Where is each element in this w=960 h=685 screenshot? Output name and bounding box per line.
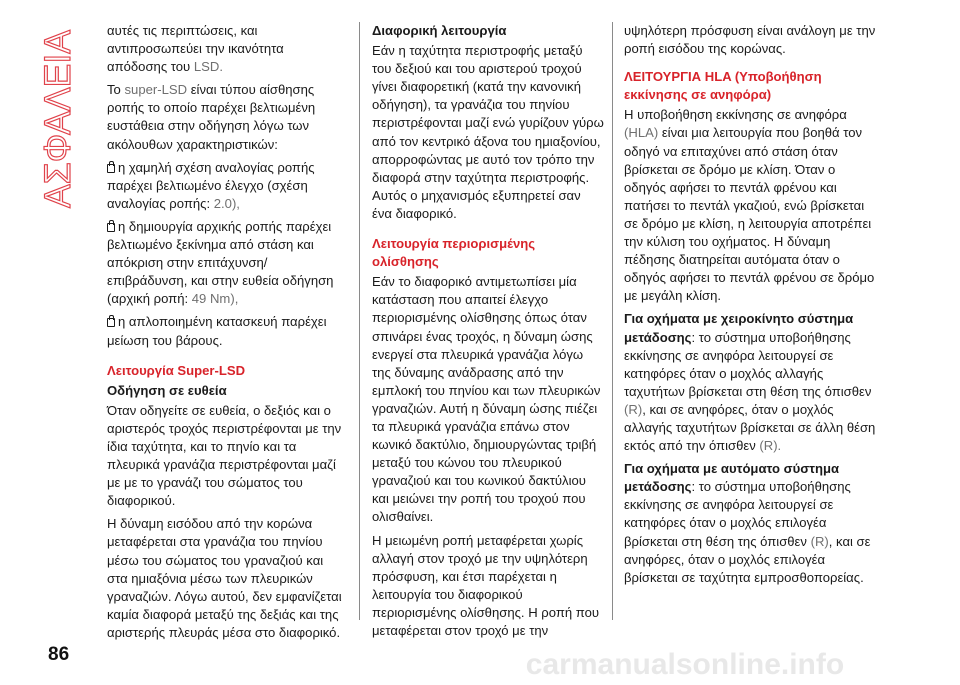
subsection-heading: Διαφορική λειτουργία <box>372 23 507 38</box>
section-heading: ΛΕΙΤΟΥΡΓΙΑ HLA (Υποβοήθηση εκκίνησης σε ανηφόρα) <box>624 69 822 103</box>
text-column-3 <box>624 22 876 592</box>
section-heading: Λειτουργία περιορισμένης ολίσθησης <box>372 236 536 270</box>
section-side-label <box>36 22 78 208</box>
column-divider-2 <box>612 22 613 620</box>
paragraph: Για οχήματα με χειροκίνητο σύστημα μετάδοσης: το σύστημα υποβοήθησης εκκίνησης σε ανηφόρα λειτουργεί σε κατηφόρες όταν ο μοχλός αλλαγής ταχυτήτων βρίσκεται στη θέση της όπισθεν (R), και σε ανηφόρες, όταν ο μοχλός αλλαγής ταχυτήτων βρίσκεται σε άλλη θέση εκτός από την όπισθεν (R). <box>624 311 876 454</box>
paragraph: Η μειωμένη ροπή μεταφέρεται χωρίς αλλαγή στον τροχό με την υψηλότερη πρόσφυση, και έτσι παρέχεται η λειτουργία του διαφορικού περιορισμένης ολίσθησης. Η ροπή που μεταφέρεται στον τροχό με την <box>372 532 600 638</box>
bullet-item: η απλοποιημένη κατασκευή παρέχει μείωση του βάρους. <box>107 314 327 348</box>
bullet-icon <box>107 223 115 232</box>
text-column-2 <box>372 22 604 645</box>
bullet-item: η χαμηλή σχέση αναλογίας ροπής παρέχει βελτιωμένο έλεγχο (σχέση αναλογίας ροπής: 2.0), <box>107 159 315 211</box>
watermark <box>0 650 960 685</box>
paragraph: υψηλότερη πρόσφυση είναι ανάλογη με την ροπή εισόδου της κορώνας. <box>624 23 876 57</box>
subsection-heading: Οδήγηση σε ευθεία <box>107 382 227 398</box>
paragraph: Η υποβοήθηση εκκίνησης σε ανηφόρα (HLA) είναι μια λειτουργία που βοηθά τον οδηγό να επιταχύνει από στάση όταν βρίσκεται σε δρόμο με κλίση. Όταν ο οδηγός αφήσει το πεντάλ φρένου και πατήσει το πεντάλ γκαζιού, ενώ βρίσκεται σε δρόμο με κλίση, η λειτουργία αποτρέπει την κύλιση του οχήματος. Η δύναμη πέδησης διατηρείται αυτόματα όταν ο οδηγός αφήσει το πεντάλ φρένου σε δρόμο με μεγάλη κλίση. <box>624 107 875 304</box>
page-number: 86 <box>48 644 70 665</box>
inline-heading: Για οχήματα με χειροκίνητο σύστημα μετάδοσης <box>624 311 854 345</box>
paragraph: Το super-LSD είναι τύπου αίσθησης ροπής το οποίο παρέχει βελτιωμένη ευστάθεια στην οδήγηση λόγω των ακόλουθων χαρακτηριστικών: <box>107 82 316 152</box>
bullet-icon <box>107 318 115 327</box>
section-heading: Λειτουργία Super-LSD <box>107 362 246 378</box>
paragraph: Εάν η ταχύτητα περιστροφής μεταξύ του δεξιού και του αριστερού τροχού γίνει διαφορετική (κατά την κανονική οδήγηση), τα γρανάζια του πηνίου περιστρέφονται μαζί ενώ γυρίζουν γύρω από τον κεντρικό άξονα του ημιαξονίου, απορροφώντας με αυτό τον τρόπο την διαφορά στην ταχύτητα περιστροφής. Αυτός ο μηχανισμός εξυπηρετεί σαν ένα διαφορικό. <box>372 43 604 221</box>
paragraph: Η δύναμη εισόδου από την κορώνα μεταφέρεται στα γρανάζια του πηνίου μέσω του σώματος του γραναζιού και στα ημιαξόνια μέσω των πλευρικών γραναζιών. Λόγω αυτού, δεν εμφανίζεται καμία διαφορά μεταξύ της δεξιάς και της αριστερής πλευράς μέσα στο διαφορικό. <box>107 516 342 640</box>
column-divider-1 <box>359 22 360 620</box>
paragraph: αυτές τις περιπτώσεις, και αντιπροσωπεύει την ικανότητα απόδοσης του LSD. <box>107 23 284 75</box>
watermark-text: carmanualsonline.info <box>525 650 845 680</box>
paragraph: Εάν το διαφορικό αντιμετωπίσει μία κατάσταση που απαιτεί έλεγχο περιορισμένης ολίσθησης όπως όταν σπινάρει ένας τροχός, η δύναμη ώσης ενεργεί στα πλευρικά γρανάζια λόγω της δύναμης ανάδρασης από την εμπλοκή του πηνίου και των πλευρικών γραναζιών. Αυτή η δύναμη ώσης πιέζει τα πλευρικά γρανάζια επάνω στον κωνικό δακτύλιο, δημιουργώντας τριβή μεταξύ του κώνου του πλευρικού γραναζιού και του κωνικού δακτύλιου και μειώνει την ροπή του τροχού που ολισθαίνει. <box>372 274 601 525</box>
bullet-icon <box>107 164 115 173</box>
text-column-1 <box>107 22 344 647</box>
inline-heading: Για οχήματα με αυτόματο σύστημα μετάδοσης <box>624 461 840 495</box>
paragraph: Για οχήματα με αυτόματο σύστημα μετάδοσης: το σύστημα υποβοήθησης εκκίνησης σε ανηφόρα λειτουργεί σε κατηφόρες όταν ο μοχλός επιλογέα βρίσκεται στη θέση της όπισθεν (R), και σε ανηφόρες, όταν ο μοχλός επιλογέα βρίσκεται σε ταχύτητα εμπροσθοπορείας. <box>624 461 871 585</box>
paragraph: Όταν οδηγείτε σε ευθεία, ο δεξιός και ο αριστερός τροχός περιστρέφονται με την ίδια ταχύτητα, και το πηνίο και τα πλευρικά γρανάζια περιστρέφονται μαζί με με το γρανάζι του σώματος του διαφορικού. <box>107 402 342 509</box>
bullet-item: η δημιουργία αρχικής ροπής παρέχει βελτιωμένο ξεκίνημα από στάση και απόκριση στην επιτάχυνση/ επιβράδυνση, και στην ευθεία οδήγηση (αρχική ροπή: 49 Nm), <box>107 218 334 307</box>
section-side-label-text: ΑΣΦΑΛΕΙΑ <box>37 22 78 208</box>
